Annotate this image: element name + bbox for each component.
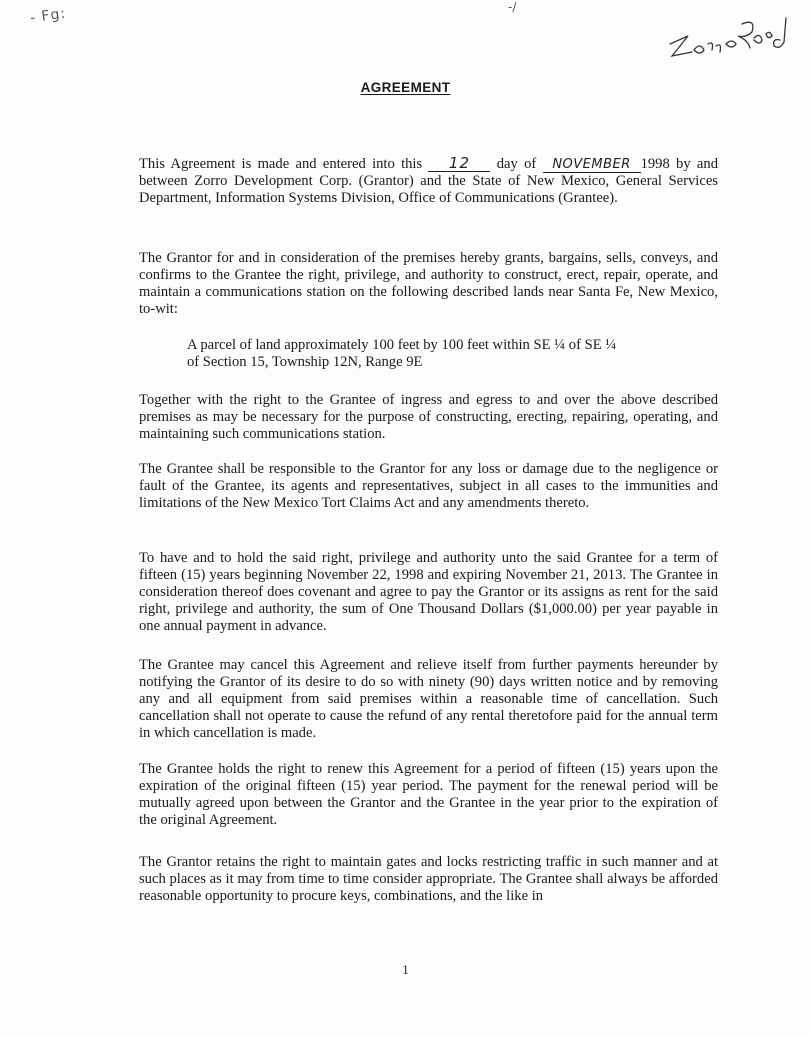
grant-text: The Grantor for and in consideration of the premises hereby grants, bargains, sells, conveys, and confirms to the Grantee the right, privilege, and authority to construct, erect, repair, operate, and maintain a communications station on the following described lands near Santa Fe, New Mexico, to-wit: xyxy=(139,250,718,317)
term-text: To have and to hold the said right, privilege and authority unto the said Grantee for a term of fifteen (15) years beginning November 22, 1998 and expiring November 21, 2013. The Grantee in consideration thereof does covenant and agree to pay the Grantor or its assigns as rent for the said right, privilege and authority, the sum of One Thousand Dollars ($1,000.00) per year payable in one annual payment in advance. xyxy=(139,550,718,634)
day-field: 12 xyxy=(428,156,490,172)
intro-text-start: This Agreement is made and entered into this xyxy=(139,156,429,172)
parcel-description xyxy=(187,337,687,371)
grant-paragraph xyxy=(139,250,718,318)
liability-paragraph xyxy=(139,461,718,512)
handwritten-note xyxy=(662,14,811,74)
page-number: 1 xyxy=(402,962,409,977)
document-title: AGREEMENT xyxy=(360,80,451,95)
month-field: NOVEMBER xyxy=(543,157,641,173)
renew-paragraph xyxy=(139,761,718,829)
intro-text-end: 1998 by and between Zorro Development Corp. (Grantor) and the State of New Mexico, General Services Department, Information Systems Division, Office of Communications (Grantee). xyxy=(139,156,718,206)
cancel-text: The Grantee may cancel this Agreement and relieve itself from further payments hereunder by notifying the Grantor of its desire to do so with ninety (90) days written notice and by removing any and all equipment from said premises within a reasonable time of cancellation. Such cancellation shall not operate to cause the refund of any rental theretofore paid for the annual term in which cancellation is made. xyxy=(139,657,718,741)
intro-paragraph xyxy=(139,156,718,207)
cancel-paragraph xyxy=(139,657,718,742)
term-paragraph xyxy=(139,550,718,635)
gates-paragraph xyxy=(139,854,718,905)
parcel-line-1: A parcel of land approximately 100 feet by 100 feet within SE ¼ of SE ¼ xyxy=(187,337,617,353)
intro-text-mid: day of xyxy=(490,156,543,172)
ingress-paragraph xyxy=(139,392,718,443)
ingress-text: Together with the right to the Grantee of ingress and egress to and over the above described premises as may be necessary for the purpose of constructing, erecting, repairing, operating, and maintaining such communications station. xyxy=(139,392,718,442)
corner-stamp-marks: - Fg: xyxy=(29,5,68,27)
top-mark: -/ xyxy=(508,0,517,14)
renew-text: The Grantee holds the right to renew this Agreement for a period of fifteen (15) years upon the expiration of the original fifteen (15) year period. The payment for the renewal period will be mutually agreed upon between the Grantor and the Grantee in the year prior to the expiration of the original Agreement. xyxy=(139,761,718,828)
parcel-line-2: of Section 15, Township 12N, Range 9E xyxy=(187,354,423,370)
document-title-wrap xyxy=(0,79,811,97)
gates-text: The Grantor retains the right to maintain gates and locks restricting traffic in such manner and at such places as it may from time to time consider appropriate. The Grantee shall always be afforded reasonable opportunity to procure keys, combinations, and the like in xyxy=(139,854,718,904)
liability-text: The Grantee shall be responsible to the Grantor for any loss or damage due to the negligence or fault of the Grantee, its agents and representatives, subject in all cases to the immunities and limitations of the New Mexico Tort Claims Act and any amendments thereto. xyxy=(139,461,718,511)
